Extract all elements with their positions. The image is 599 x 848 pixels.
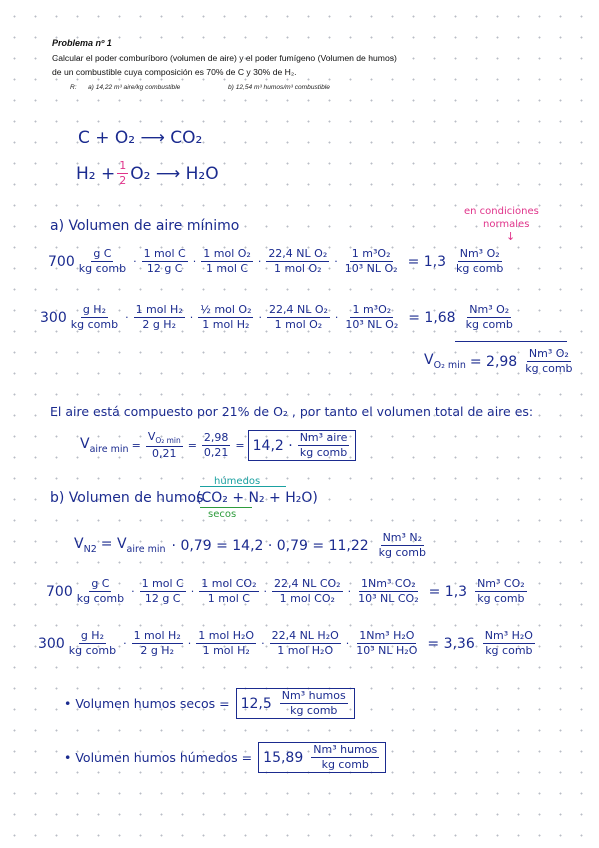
- problem-statement-line1: Calcular el poder comburíboro (volumen de aire) y el poder fumígeno (Volumen de humos): [52, 53, 397, 63]
- calc2-coef: 300: [40, 309, 67, 326]
- vaire-min-calc: $V_{aire min}$ = $\frac{V_{O_2 min}}{0,21}$ = $\frac{2,98}{0,21}$ = 14,2 · $\frac{\text{Nm³ aire}}{\text{kg comb}}$: [80, 430, 356, 461]
- calc1-unit: $\frac{\text{Nm³ O₂}}{\text{kg comb}}$: [456, 247, 504, 276]
- secos-bracket: [200, 507, 252, 508]
- calc1-frac3: $\frac{\text{1 mol O₂}}{\text{1 mol C}}$: [203, 247, 251, 276]
- calc-carbon-dioxide: 700 $\frac{\text{g C}}{\text{kg comb}}$ · $\frac{\text{1 mol C}}{\text{12 g C}}$ · $\frac{\text{1 mol CO₂}}{\text{1 mol C}}$ · $\frac{\text{22,4 NL CO₂}}{\text{1 mol CO₂}}$ · $\frac{\text{1Nm³ CO₂}}{\text{10³ NL CO₂}}$ = 1,3 $\frac{\text{Nm³ CO₂}}{\text{kg comb}}$: [46, 577, 525, 606]
- note-conditions: en condiciones: [464, 206, 539, 217]
- calc3-result: = 1,3: [428, 583, 468, 600]
- calc4-frac5: $\frac{\text{1Nm³ H₂O}}{\text{10³ NL H₂O}}$: [356, 629, 418, 658]
- vn2-calc: $V_{N2}$ = $V_{aire min}$ · 0,79 = 14,2 · 0,79 = 11,22 $\frac{\text{Nm³ N₂}}{\text{kg comb}}$: [74, 531, 426, 560]
- calc-water: 300 $\frac{\text{g H₂}}{\text{kg comb}}$ · $\frac{\text{1 mol H₂}}{\text{2 g H₂}}$ · $\frac{\text{1 mol H₂O}}{\text{1 mol H₂}}$ · $\frac{\text{22,4 NL H₂O}}{\text{1 mol H₂O}}$ · $\frac{\text{1Nm³ H₂O}}{\text{10³ NL H₂O}}$ = 3,36 $\frac{\text{Nm³ H₂O}}{\text{kg comb}}$: [38, 629, 533, 658]
- calc2-unit: $\frac{\text{Nm³ O₂}}{\text{kg comb}}$: [465, 303, 513, 332]
- calc3-frac4: $\frac{\text{22,4 NL CO₂}}{\text{1 mol CO₂}}$: [274, 577, 341, 606]
- calc-hydrogen-oxygen: 300 $\frac{\text{g H₂}}{\text{kg comb}}$ · $\frac{\text{1 mol H₂}}{\text{2 g H₂}}$ · $\frac{\text{½ mol O₂}}{\text{1 mol H₂}}$ · $\frac{\text{22,4 NL O₂}}{\text{1 mol O₂}}$ · $\frac{\text{1 m³O₂}}{\text{10³ NL O₂}}$ = 1,68 $\frac{\text{Nm³ O₂}}{\text{kg comb}}$: [40, 303, 513, 332]
- reaction-hydrogen: [76, 160, 219, 187]
- calc4-result: = 3,36: [427, 635, 475, 652]
- calc3-frac3: $\frac{\text{1 mol CO₂}}{\text{1 mol C}}$: [201, 577, 257, 606]
- calc1-frac4: $\frac{\text{22,4 NL O₂}}{\text{1 mol O₂}}$: [268, 247, 328, 276]
- calc3-frac2: $\frac{\text{1 mol C}}{\text{12 g C}}$: [141, 577, 184, 606]
- wet-fumes-box: 15,89 $\frac{\text{Nm³ humos}}{\text{kg comb}}$: [258, 742, 386, 773]
- dry-fumes-result: • Volumen humos secos = 12,5 $\frac{\text{Nm³ humos}}{\text{kg comb}}$: [64, 688, 355, 719]
- answer-a: a) 14,22 m³ aire/kg combustible: [88, 84, 181, 91]
- vo2-min-result: $V_{O_2 min}$ = 2,98 $\frac{\text{Nm³ O₂}}{\text{kg comb}}$: [424, 347, 573, 376]
- vaire-frac2: $\frac{2,98}{0,21}$: [203, 431, 229, 460]
- calc1-frac2: $\frac{\text{1 mol C}}{\text{12 g C}}$: [143, 247, 186, 276]
- calc4-frac1: $\frac{\text{g H₂}}{\text{kg comb}}$: [68, 629, 117, 658]
- calc3-frac1: $\frac{\text{g C}}{\text{kg comb}}$: [76, 577, 125, 606]
- calc2-frac5: $\frac{\text{1 m³O₂}}{\text{10³ NL O₂}}$: [345, 303, 399, 332]
- reaction-hydrogen-left: H₂ +: [76, 163, 116, 184]
- reaction-carbon: C + O₂ ⟶ CO₂: [78, 128, 203, 148]
- problem-statement-line2: de un combustible cuya composición es 70% de C y 30% de H₂.: [52, 67, 297, 77]
- answer-b: b) 12,54 m³ humos/m³ combustible: [228, 84, 330, 91]
- calc4-frac4: $\frac{\text{22,4 NL H₂O}}{\text{1 mol H₂O}}$: [271, 629, 339, 658]
- dry-fumes-box: 12,5 $\frac{\text{Nm³ humos}}{\text{kg comb}}$: [236, 688, 355, 719]
- calc1-frac5: $\frac{\text{1 m³O₂}}{\text{10³ NL O₂}}$: [344, 247, 398, 276]
- calc3-coef: 700: [46, 583, 73, 600]
- calc4-unit: $\frac{\text{Nm³ H₂O}}{\text{kg comb}}$: [484, 629, 533, 658]
- calc1-coef: 700: [48, 253, 75, 270]
- calc3-frac5: $\frac{\text{1Nm³ CO₂}}{\text{10³ NL CO₂}}$: [358, 577, 419, 606]
- humos-formula: (CO₂ + N₂ + H₂O): [196, 490, 318, 506]
- reaction-hydrogen-coefficient: $\frac{1}{2}$: [119, 159, 127, 188]
- vaire-result-box: 14,2 · $\frac{\text{Nm³ aire}}{\text{kg comb}}$: [248, 430, 357, 461]
- calc4-frac2: $\frac{\text{1 mol H₂}}{\text{2 g H₂}}$: [133, 629, 181, 658]
- humedos-label: húmedos: [214, 476, 261, 487]
- air-composition-text: El aire está compuesto por 21% de O₂ , por tanto el volumen total de aire es:: [50, 404, 534, 419]
- calc4-frac3: $\frac{\text{1 mol H₂O}}{\text{1 mol H₂}}$: [198, 629, 255, 658]
- calc-carbon-oxygen: 700 $\frac{\text{g C}}{\text{kg comb}}$ · $\frac{\text{1 mol C}}{\text{12 g C}}$ · $\frac{\text{1 mol O₂}}{\text{1 mol C}}$ · $\frac{\text{22,4 NL O₂}}{\text{1 mol O₂}}$ · $\frac{\text{1 m³O₂}}{\text{10³ NL O₂}}$ = 1,3 $\frac{\text{Nm³ O₂}}{\text{kg comb}}$: [48, 247, 504, 276]
- vn2-unit: $\frac{\text{Nm³ N₂}}{\text{kg comb}}$: [378, 531, 426, 560]
- calc2-frac1: $\frac{\text{g H₂}}{\text{kg comb}}$: [70, 303, 119, 332]
- secos-label: secos: [208, 509, 237, 520]
- calc1-frac1: $\frac{\text{g C}}{\text{kg comb}}$: [78, 247, 127, 276]
- calc4-coef: 300: [38, 635, 65, 652]
- humedos-bracket: [200, 486, 286, 487]
- wet-fumes-result: • Volumen humos húmedos = 15,89 $\frac{\text{Nm³ humos}}{\text{kg comb}}$: [64, 742, 386, 773]
- calc2-result: = 1,68: [408, 309, 456, 326]
- note-normal: normales: [483, 219, 530, 230]
- vaire-frac1: $\frac{V_{O_2 min}}{0,21}$: [147, 429, 181, 461]
- vo2-min-unit: $\frac{\text{Nm³ O₂}}{\text{kg comb}}$: [525, 347, 573, 376]
- sum-divider: [455, 341, 567, 342]
- calc2-frac2: $\frac{\text{1 mol H₂}}{\text{2 g H₂}}$: [135, 303, 183, 332]
- calc3-unit: $\frac{\text{Nm³ CO₂}}{\text{kg comb}}$: [477, 577, 525, 606]
- calc1-result: = 1,3: [407, 253, 447, 270]
- problem-title: Problema nº 1: [52, 38, 112, 48]
- answer-label: R:: [70, 84, 77, 91]
- note-arrow-icon: ↓: [506, 230, 516, 243]
- calc2-frac3: $\frac{\text{½ mol O₂}}{\text{1 mol H₂}}$: [200, 303, 252, 332]
- reaction-hydrogen-right: O₂ ⟶ H₂O: [130, 163, 219, 184]
- section-a-heading: a) Volumen de aire mínimo: [50, 218, 240, 234]
- calc2-frac4: $\frac{\text{22,4 NL O₂}}{\text{1 mol O₂}}$: [268, 303, 328, 332]
- section-b-heading: b) Volumen de humos: [50, 490, 204, 506]
